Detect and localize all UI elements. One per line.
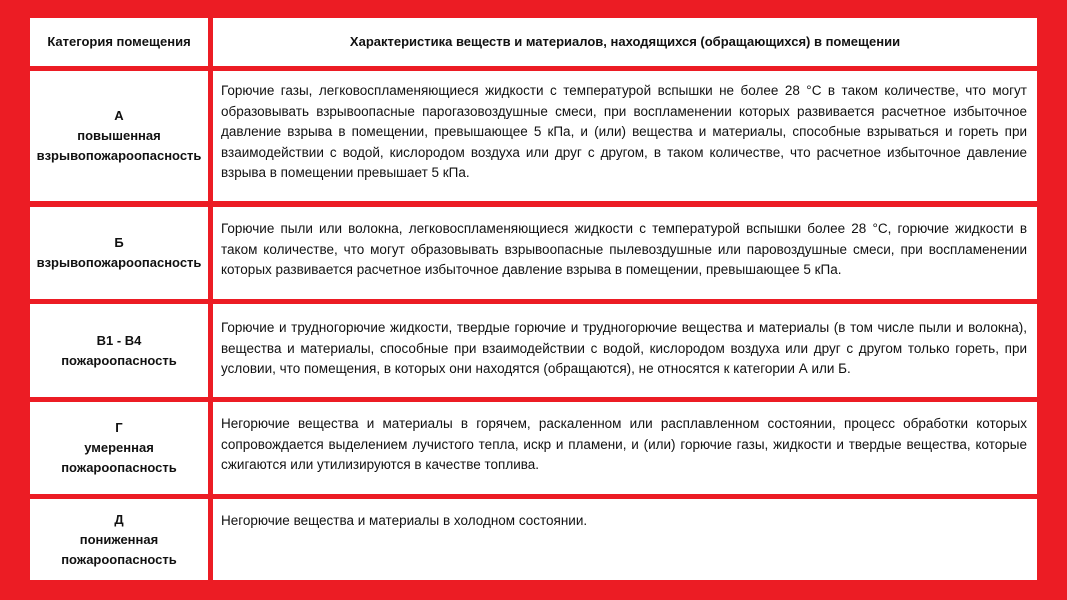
description-text: Негорючие вещества и материалы в холодном состоянии. bbox=[221, 513, 588, 528]
category-level: повышенная bbox=[77, 128, 161, 143]
header-category bbox=[30, 18, 208, 66]
header-characteristic bbox=[213, 18, 1037, 66]
category-hazard: пожароопасность bbox=[61, 352, 177, 368]
category-code: В1 - В4 bbox=[96, 332, 142, 348]
header-characteristic-label: Характеристика веществ и материалов, находящихся (обращающихся) в помещении bbox=[349, 34, 901, 49]
category-hazard: пожароопасность bbox=[61, 551, 177, 567]
description-text: Горючие и трудногорючие жидкости, твердые горючие и трудногорючие вещества и материалы (в том числе пыли и волокна), вещества и материалы, способные при взаимодействии с водой, кислородом воздуха или друг с другом только гореть, при условии, что помещения, в которых они находятся (обращаются), не относятся к категории А или Б. bbox=[221, 320, 1027, 376]
category-code: Б bbox=[114, 235, 124, 250]
category-cell-v bbox=[30, 304, 208, 397]
category-code: Д bbox=[114, 511, 124, 527]
description-text: Горючие пыли или волокна, легковоспламеняющиеся жидкости с температурой вспышки более 28 °С, горючие жидкости в таком количестве, что могут образовывать взрывоопасные пылевоздушные или паровоздушные смеси, при воспламенении которых развивается расчетное избыточное давление взрыва в помещении, превышающее 5 кПа. bbox=[221, 221, 1027, 277]
description-cell-v bbox=[213, 304, 1037, 397]
category-hazard: взрывопожароопасность bbox=[36, 255, 202, 270]
category-cell-a bbox=[30, 71, 208, 201]
category-level: пониженная bbox=[79, 531, 159, 547]
category-code: А bbox=[114, 108, 124, 123]
description-cell-b bbox=[213, 207, 1037, 299]
description-cell-a bbox=[213, 71, 1037, 201]
category-level: умеренная bbox=[84, 440, 154, 455]
category-cell-d bbox=[30, 499, 208, 580]
header-category-label: Категория помещения bbox=[47, 34, 191, 49]
category-hazard: взрывопожароопасность bbox=[36, 148, 202, 163]
description-cell-d bbox=[213, 499, 1037, 580]
description-text: Негорючие вещества и материалы в горячем, раскаленном или расплавленном состоянии, процесс обработки которых сопровождается выделением лучистого тепла, искр и пламени, и (или) горючие газы, жидкости и твердые вещества, которые сжигаются или утилизируются в качестве топлива. bbox=[221, 416, 1027, 472]
description-cell-g bbox=[213, 402, 1037, 494]
category-code: Г bbox=[115, 420, 123, 435]
category-cell-b bbox=[30, 207, 208, 299]
category-cell-g bbox=[30, 402, 208, 494]
description-text: Горючие газы, легковоспламеняющиеся жидкости с температурой вспышки не более 28 °С в таком количестве, что могут образовывать взрывоопасные парогазовоздушные смеси, при воспламенении которых развивается расчетное избыточное давление взрыва в помещении, превышающее 5 кПа, и (или) вещества и материалы, способные взрываться и гореть при взаимодействии с водой, кислородом воздуха или друг с другом, в таком количестве, что расчетное избыточное давление взрыва в помещении превышает 5 кПа. bbox=[221, 83, 1027, 180]
category-hazard: пожароопасность bbox=[61, 460, 177, 475]
